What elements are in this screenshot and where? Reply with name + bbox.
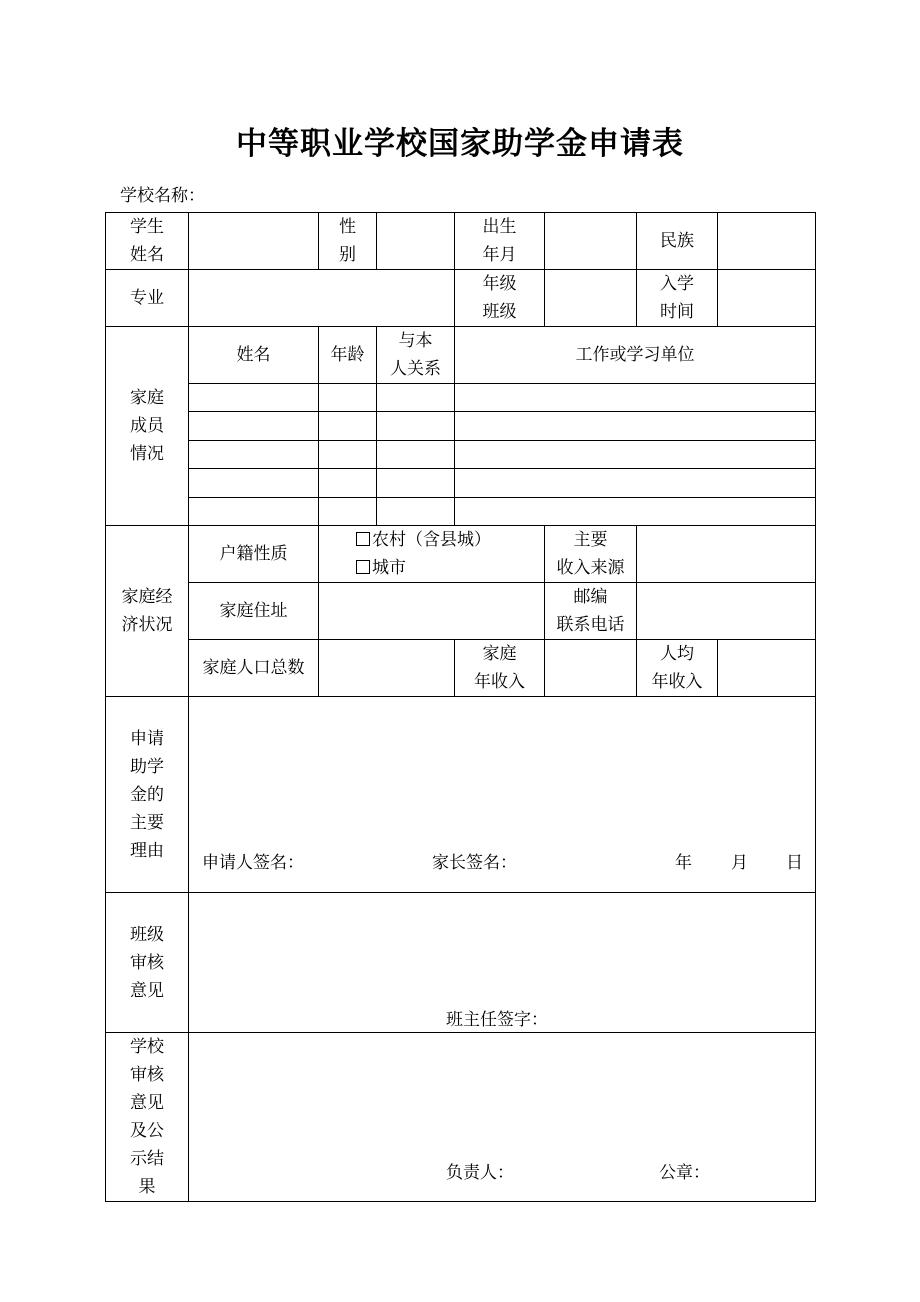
member-name-header: 姓名 <box>189 327 319 384</box>
ethnicity-field[interactable] <box>718 213 816 270</box>
home-address-label: 家庭住址 <box>189 583 319 640</box>
class-review-area[interactable] <box>189 893 816 1033</box>
official-seal-label: 公章： <box>659 1163 710 1183</box>
member-name-cell[interactable] <box>189 384 319 412</box>
member-name-cell[interactable] <box>189 441 319 469</box>
application-reason-area[interactable] <box>189 697 816 893</box>
postcode-phone-field[interactable] <box>637 583 816 640</box>
member-name-cell[interactable] <box>189 469 319 498</box>
class-review-label: 班级 审核 意见 <box>106 893 189 1033</box>
urban-checkbox[interactable] <box>356 560 370 574</box>
member-relation-cell[interactable] <box>377 384 455 412</box>
member-workplace-cell[interactable] <box>455 412 816 441</box>
birth-date-field[interactable] <box>545 213 637 270</box>
student-name-field[interactable] <box>189 213 319 270</box>
member-age-cell[interactable] <box>319 441 377 469</box>
year-label: 年 <box>675 853 692 873</box>
grade-class-label: 年级 班级 <box>455 270 545 327</box>
member-relation-cell[interactable] <box>377 412 455 441</box>
application-reason-label: 申请 助学 金的 主要 理由 <box>106 697 189 893</box>
hukou-type-label: 户籍性质 <box>189 526 319 583</box>
birth-date-label: 出生 年月 <box>455 213 545 270</box>
grade-class-field[interactable] <box>545 270 637 327</box>
member-workplace-cell[interactable] <box>455 469 816 498</box>
school-review-area[interactable] <box>189 1033 816 1202</box>
applicant-signature-label: 申请人签名： <box>202 853 304 873</box>
family-member-row <box>106 441 816 469</box>
family-members-label: 家庭 成员 情况 <box>106 327 189 526</box>
postcode-phone-label: 邮编 联系电话 <box>545 583 637 640</box>
member-relation-cell[interactable] <box>377 441 455 469</box>
enrollment-time-label: 入学 时间 <box>637 270 718 327</box>
major-field[interactable] <box>189 270 455 327</box>
member-age-header: 年龄 <box>319 327 377 384</box>
member-relation-cell[interactable] <box>377 498 455 526</box>
member-relation-cell[interactable] <box>377 469 455 498</box>
ethnicity-label: 民族 <box>637 213 718 270</box>
parent-signature-label: 家长签名： <box>432 853 517 873</box>
family-income-label: 家庭 年收入 <box>455 640 545 697</box>
gender-label: 性 别 <box>319 213 377 270</box>
member-age-cell[interactable] <box>319 469 377 498</box>
member-name-cell[interactable] <box>189 412 319 441</box>
head-teacher-signature-label: 班主任签字： <box>446 1010 548 1030</box>
member-relation-header: 与本 人关系 <box>377 327 455 384</box>
urban-option[interactable]: 城市 <box>356 554 544 582</box>
family-economy-label: 家庭经 济状况 <box>106 526 189 697</box>
member-workplace-header: 工作或学习单位 <box>455 327 816 384</box>
enrollment-time-field[interactable] <box>718 270 816 327</box>
rural-option[interactable]: 农村（含县城） <box>356 526 544 554</box>
per-capita-income-field[interactable] <box>718 640 816 697</box>
member-workplace-cell[interactable] <box>455 441 816 469</box>
principal-label: 负责人： <box>446 1163 514 1183</box>
per-capita-income-label: 人均 年收入 <box>637 640 718 697</box>
school-name-label: 学校名称： <box>120 186 205 206</box>
application-form-table <box>105 212 816 1202</box>
member-age-cell[interactable] <box>319 412 377 441</box>
home-address-field[interactable] <box>319 583 545 640</box>
member-age-cell[interactable] <box>319 384 377 412</box>
family-member-row <box>106 412 816 441</box>
family-member-row <box>106 498 816 526</box>
family-population-field[interactable] <box>319 640 455 697</box>
hukou-options <box>319 526 545 583</box>
school-review-label: 学校 审核 意见 及公 示结 果 <box>106 1033 189 1202</box>
family-member-row <box>106 469 816 498</box>
family-income-field[interactable] <box>545 640 637 697</box>
income-source-field[interactable] <box>637 526 816 583</box>
form-title: 中等职业学校国家助学金申请表 <box>236 126 684 162</box>
student-name-label: 学生 姓名 <box>106 213 189 270</box>
member-workplace-cell[interactable] <box>455 384 816 412</box>
income-source-label: 主要 收入来源 <box>545 526 637 583</box>
rural-checkbox[interactable] <box>356 532 370 546</box>
major-label: 专业 <box>106 270 189 327</box>
member-workplace-cell[interactable] <box>455 498 816 526</box>
member-name-cell[interactable] <box>189 498 319 526</box>
gender-field[interactable] <box>377 213 455 270</box>
member-age-cell[interactable] <box>319 498 377 526</box>
day-label: 日 <box>786 853 803 873</box>
family-population-label: 家庭人口总数 <box>189 640 319 697</box>
family-member-row <box>106 384 816 412</box>
month-label: 月 <box>731 853 748 873</box>
